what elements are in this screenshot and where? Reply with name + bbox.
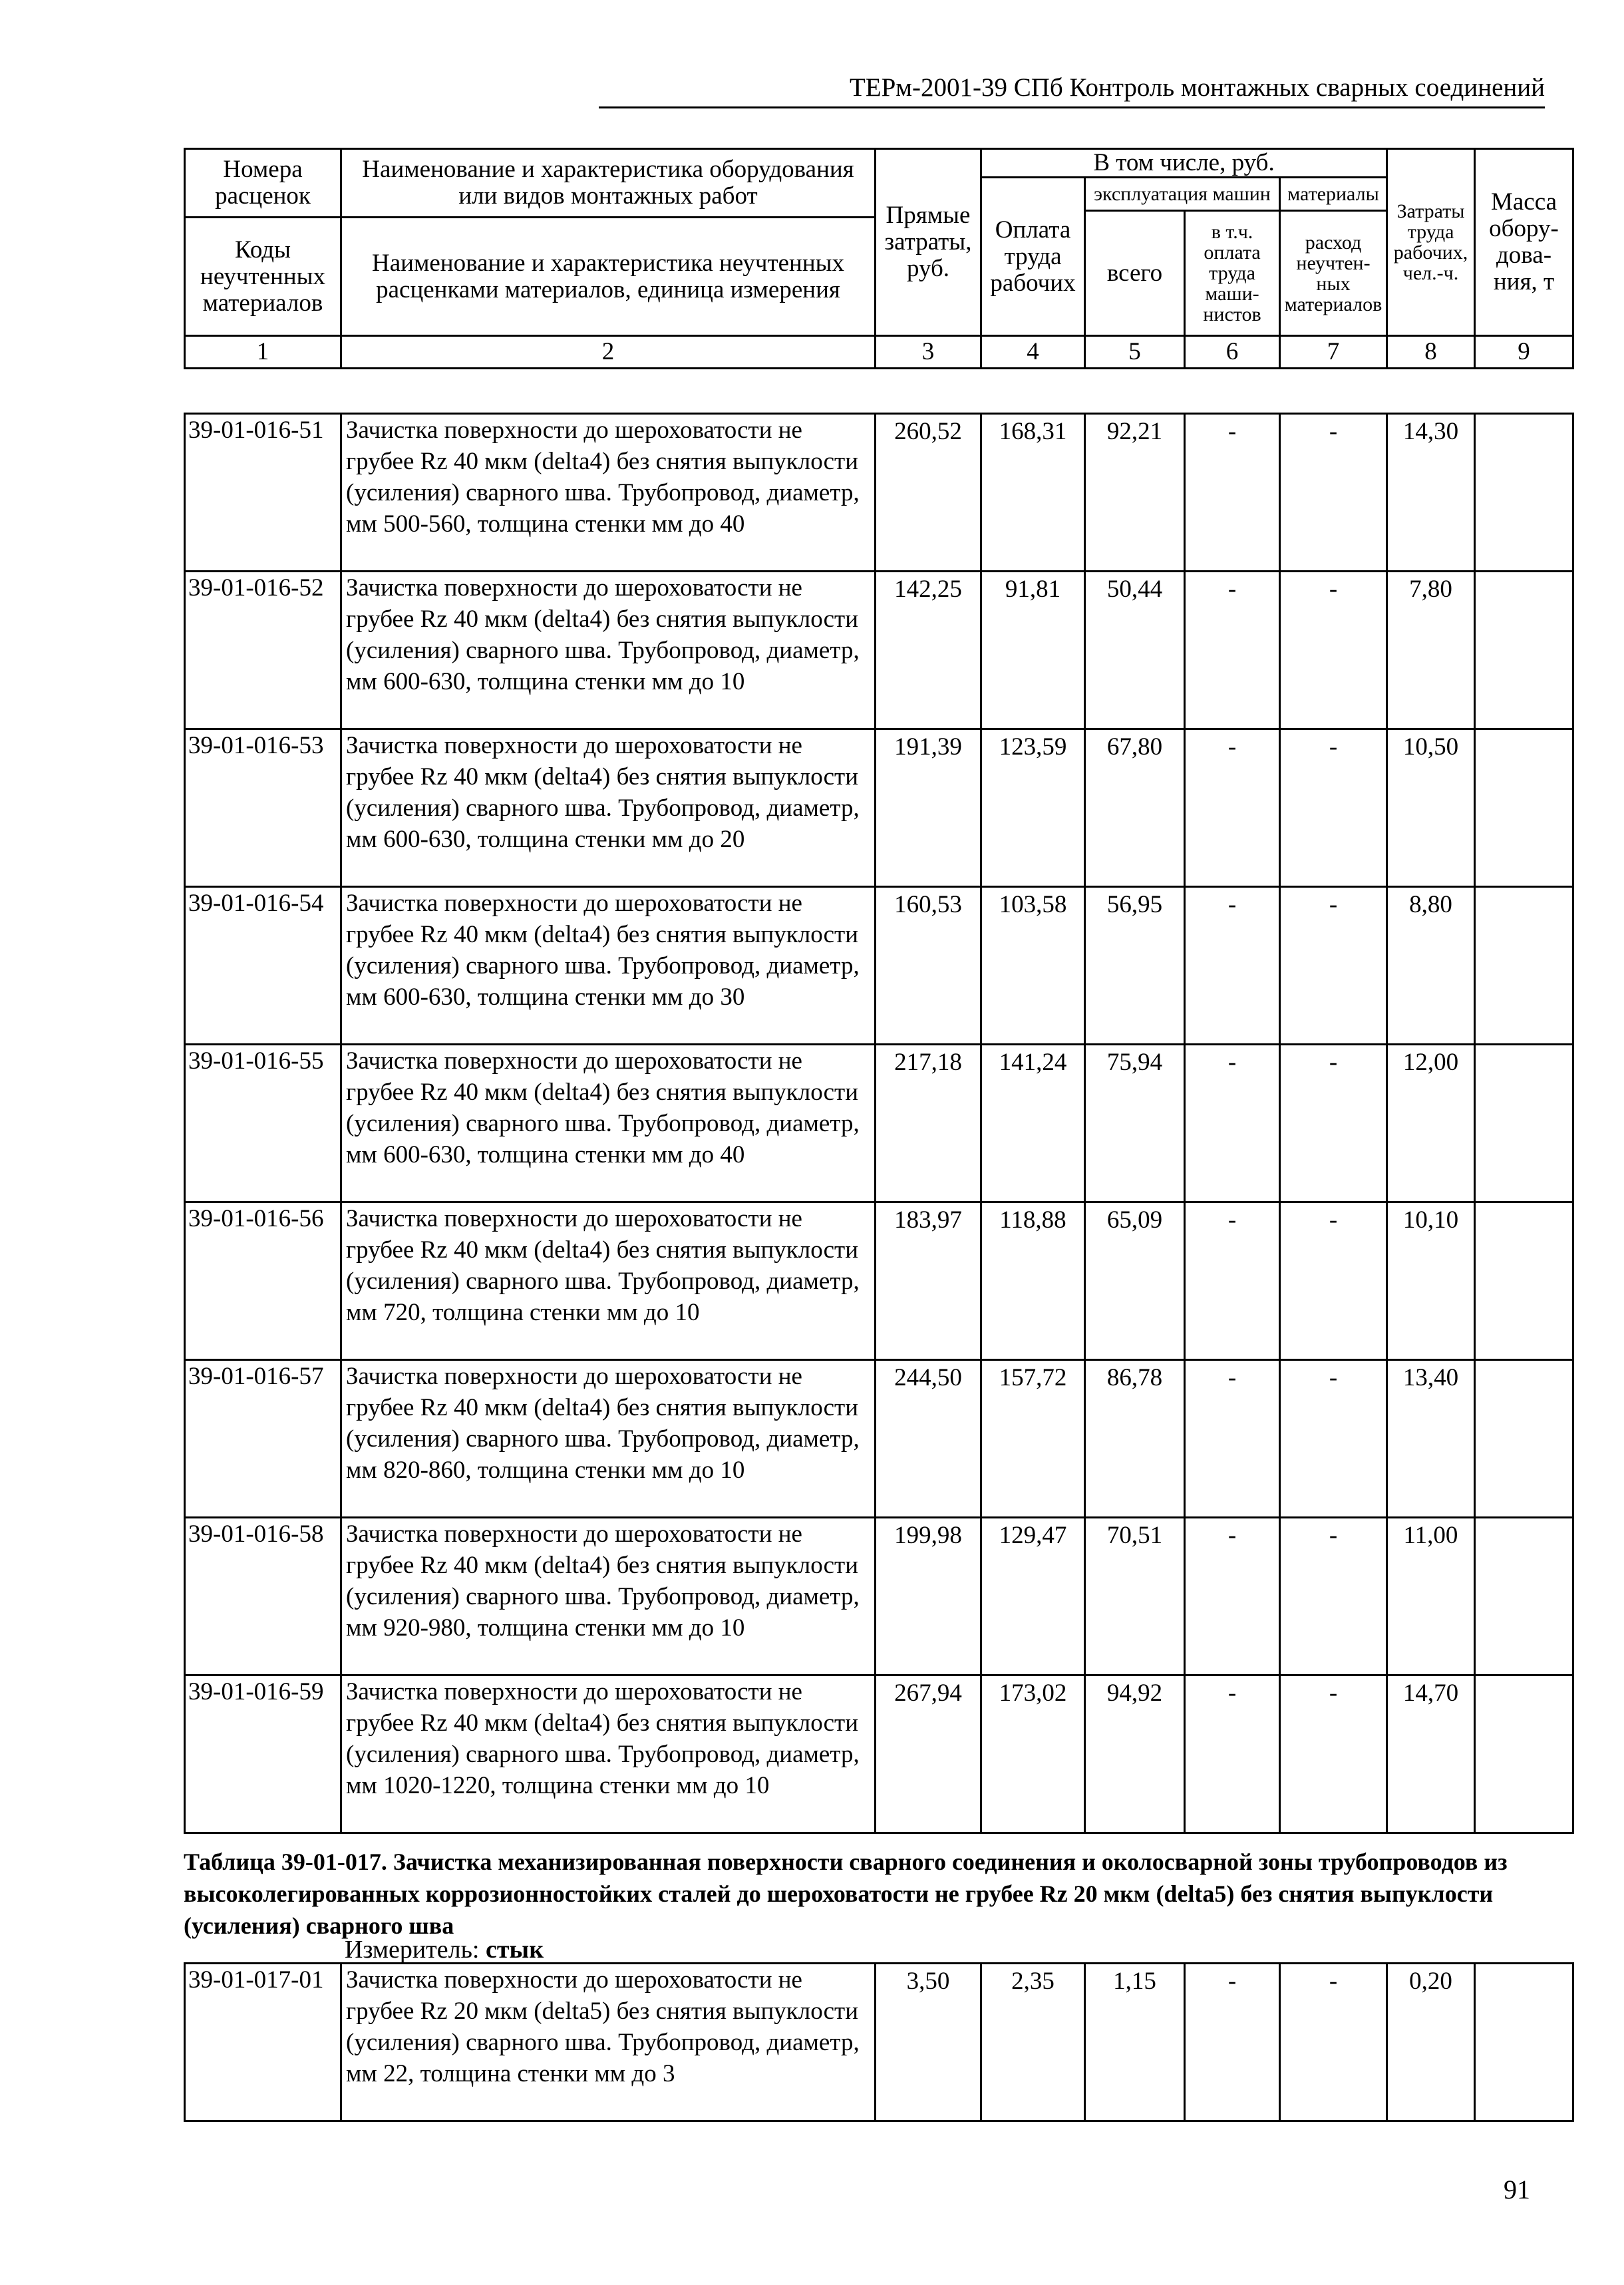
table-row [185,572,1573,729]
materials-usage-cell [1280,572,1387,729]
materials-usage-cell [1280,729,1387,887]
mass-cell-text [1476,731,1572,886]
rate-description [341,1360,876,1518]
labor-hours-cell-text: 12,00 [1402,1049,1459,1076]
running-head: ТЕРм-2001-39 СПб Контроль монтажных сварных соединений [599,72,1545,108]
header-number: 5 [1085,336,1185,369]
header-codes: Номера расценок [185,149,341,218]
rate-code [185,1518,341,1675]
rate-code-text: 39-01-016-58 [188,1520,324,1548]
table-caption-label: Таблица 39-01-017. [184,1848,387,1875]
mass-cell [1475,414,1573,572]
labor-pay-cell-text: 157,72 [999,1364,1067,1391]
machines-cost-cell [1085,1518,1185,1675]
mass-cell-text [1476,1966,1572,2120]
header-number: 1 [185,336,341,369]
table-row [185,1964,1573,2121]
machines-cost-cell-text: 70,51 [1106,1522,1163,1549]
rate-code [185,1360,341,1518]
direct-costs-cell [876,414,981,572]
direct-costs-cell [876,729,981,887]
mass-cell-text [1476,416,1572,570]
rate-code [185,729,341,887]
labor-pay-cell-text: 91,81 [1005,576,1061,603]
labor-pay-cell-text: 118,88 [999,1206,1066,1234]
direct-costs-cell [876,1518,981,1675]
table-row [185,1202,1573,1360]
materials-usage-cell-text: - [1329,418,1338,445]
mass-cell [1475,1675,1573,1833]
measure-label: Измеритель: [345,1936,480,1964]
machines-cost-cell-text: 94,92 [1106,1679,1163,1707]
materials-usage-cell-text: - [1329,1206,1338,1234]
labor-pay-cell [981,1675,1085,1833]
direct-costs-cell-text: 183,97 [894,1206,962,1234]
materials-usage-cell [1280,1964,1387,2121]
mass-cell [1475,1964,1573,2121]
machinists-pay-cell-text: - [1227,1049,1237,1076]
materials-usage-cell [1280,1675,1387,1833]
direct-costs-cell [876,1675,981,1833]
direct-costs-cell-text: 217,18 [894,1049,962,1076]
materials-usage-cell-text: - [1329,733,1338,761]
mass-cell-text [1476,1677,1572,1832]
machines-cost-cell-text: 92,21 [1106,418,1163,445]
labor-pay-cell [981,572,1085,729]
labor-hours-cell [1387,729,1475,887]
machines-cost-cell [1085,1964,1185,2121]
machinists-pay-cell-text: - [1227,1522,1237,1549]
machines-cost-cell [1085,1360,1185,1518]
rate-description-text: Зачистка поверхности до шероховатости не грубее Rz 40 мкм (delta4) без снятия выпуклости (усиления) сварного шва. Трубопровод, диаметр, мм 600-630, толщина стенки мм до 30 [346,890,860,1011]
materials-usage-cell-text: - [1329,1049,1338,1076]
mass-cell [1475,572,1573,729]
table-caption-text: Зачистка механизированная поверхности сварного соединения и околосварной зоны трубопроводов из высоколегированных коррозионностойких сталей до шероховатости не грубее Rz 20 мкм (delta5) без снятия выпуклости (усиления) сварного шва [184,1848,1508,1939]
table-row [185,1045,1573,1202]
machines-cost-cell [1085,1202,1185,1360]
mass-cell [1475,729,1573,887]
rate-code-text: 39-01-016-52 [188,574,324,602]
direct-costs-cell [876,1202,981,1360]
rate-description [341,1675,876,1833]
header-number: 4 [981,336,1085,369]
rate-description [341,1964,876,2121]
labor-pay-cell [981,1360,1085,1518]
machines-cost-cell-text: 67,80 [1106,733,1163,761]
table-row [185,1518,1573,1675]
materials-usage-cell [1280,887,1387,1045]
rate-code-text: 39-01-016-57 [188,1363,324,1390]
direct-costs-cell-text: 260,52 [894,418,962,445]
direct-costs-cell-text: 244,50 [894,1364,962,1391]
rate-code-text: 39-01-016-51 [188,417,324,444]
mass-cell [1475,1045,1573,1202]
labor-hours-cell-text: 14,70 [1402,1679,1459,1707]
rate-code-text: 39-01-017-01 [188,1966,324,1994]
machinists-pay-cell [1185,572,1280,729]
labor-hours-cell [1387,1675,1475,1833]
rate-code [185,1964,341,2121]
machinists-pay-cell [1185,1045,1280,1202]
header-number: 3 [876,336,981,369]
labor-pay-cell-text: 2,35 [1011,1968,1055,1995]
rate-description-text: Зачистка поверхности до шероховатости не грубее Rz 40 мкм (delta4) без снятия выпуклости (усиления) сварного шва. Трубопровод, диаметр, мм 600-630, толщина стенки мм до 20 [346,732,860,853]
labor-hours-cell [1387,1202,1475,1360]
labor-hours-cell-text: 14,30 [1402,418,1459,445]
header-number: 6 [1185,336,1280,369]
machinists-pay-cell-text: - [1227,733,1237,761]
materials-usage-cell [1280,1518,1387,1675]
machinists-pay-cell [1185,729,1280,887]
rates-table-2 [184,1962,1574,2122]
mass-cell-text [1476,1204,1572,1359]
rate-code [185,1045,341,1202]
mass-cell [1475,1202,1573,1360]
materials-usage-cell [1280,1202,1387,1360]
header-materials-usage: расход неучтен-ных материалов [1280,211,1387,336]
labor-hours-cell [1387,1518,1475,1675]
labor-pay-cell [981,887,1085,1045]
rate-description-text: Зачистка поверхности до шероховатости не грубее Rz 20 мкм (delta5) без снятия выпуклости (усиления) сварного шва. Трубопровод, диаметр, мм 22, толщина стенки мм до 3 [346,1966,860,2087]
measure-unit [345,1936,544,1964]
labor-pay-cell [981,1518,1085,1675]
materials-usage-cell-text: - [1329,1364,1338,1391]
labor-pay-cell [981,414,1085,572]
labor-hours-cell [1387,414,1475,572]
machines-cost-cell [1085,1045,1185,1202]
machines-cost-cell-text: 75,94 [1106,1049,1163,1076]
direct-costs-cell [876,572,981,729]
direct-costs-cell-text: 142,25 [894,576,962,603]
header-material-codes: Коды неучтенных материалов [185,218,341,336]
machinists-pay-cell-text: - [1227,1206,1237,1234]
header-material-name: Наименование и характеристика неучтенных расценками материалов, единица измерения [341,218,876,336]
rate-code-text: 39-01-016-56 [188,1205,324,1232]
labor-hours-cell [1387,572,1475,729]
rate-code [185,414,341,572]
rate-description-text: Зачистка поверхности до шероховатости не грубее Rz 40 мкм (delta4) без снятия выпуклости (усиления) сварного шва. Трубопровод, диаметр, мм 600-630, толщина стенки мм до 40 [346,1047,860,1168]
header-direct-costs: Прямые затраты, руб. [876,149,981,336]
rate-description-text: Зачистка поверхности до шероховатости не грубее Rz 40 мкм (delta4) без снятия выпуклости (усиления) сварного шва. Трубопровод, диаметр, мм 600-630, толщина стенки мм до 10 [346,574,860,695]
machinists-pay-cell [1185,1202,1280,1360]
rate-description-text: Зачистка поверхности до шероховатости не грубее Rz 40 мкм (delta4) без снятия выпуклости (усиления) сварного шва. Трубопровод, диаметр, мм 1020-1220, толщина стенки мм до 10 [346,1678,860,1799]
mass-cell [1475,1518,1573,1675]
materials-usage-cell-text: - [1329,576,1338,603]
machinists-pay-cell [1185,887,1280,1045]
header-number: 7 [1280,336,1387,369]
labor-hours-cell-text: 10,50 [1402,733,1459,761]
rate-description [341,414,876,572]
rate-description [341,729,876,887]
rate-code-text: 39-01-016-53 [188,732,324,759]
rate-code-text: 39-01-016-55 [188,1047,324,1075]
header-number: 9 [1475,336,1573,369]
table-row [185,1360,1573,1518]
labor-pay-cell-text: 103,58 [999,891,1067,918]
rates-table [184,413,1574,1834]
direct-costs-cell [876,887,981,1045]
rate-description-text: Зачистка поверхности до шероховатости не грубее Rz 40 мкм (delta4) без снятия выпуклости (усиления) сварного шва. Трубопровод, диаметр, мм 920-980, толщина стенки мм до 10 [346,1520,860,1642]
header-machines-group: эксплуатация машин [1085,178,1280,211]
machines-cost-cell-text: 56,95 [1106,891,1163,918]
table-row [185,887,1573,1045]
machines-cost-cell [1085,1675,1185,1833]
machines-cost-cell [1085,729,1185,887]
machinists-pay-cell [1185,1964,1280,2121]
labor-hours-cell-text: 13,40 [1402,1364,1459,1391]
machinists-pay-cell-text: - [1227,1364,1237,1391]
machines-cost-cell [1085,572,1185,729]
materials-usage-cell-text: - [1329,1522,1338,1549]
direct-costs-cell [876,1360,981,1518]
rate-description [341,1518,876,1675]
direct-costs-cell-text: 267,94 [894,1679,962,1707]
header-labor-hours: Затраты труда рабочих, чел.-ч. [1387,149,1475,336]
rate-description-text: Зачистка поверхности до шероховатости не грубее Rz 40 мкм (delta4) без снятия выпуклости (усиления) сварного шва. Трубопровод, диаметр, мм 820-860, толщина стенки мм до 10 [346,1363,860,1484]
labor-hours-cell [1387,1964,1475,2121]
materials-usage-cell [1280,414,1387,572]
rate-description [341,1202,876,1360]
table-row [185,414,1573,572]
materials-usage-cell-text: - [1329,1968,1338,1995]
labor-pay-cell [981,729,1085,887]
machinists-pay-cell [1185,414,1280,572]
labor-pay-cell-text: 129,47 [999,1522,1067,1549]
column-header-table [184,148,1574,369]
machinists-pay-cell-text: - [1227,576,1237,603]
labor-hours-cell-text: 7,80 [1409,576,1452,603]
materials-usage-cell-text: - [1329,891,1338,918]
table-caption [184,1846,1574,1942]
materials-usage-cell [1280,1360,1387,1518]
mass-cell-text [1476,574,1572,728]
rate-code [185,887,341,1045]
rate-description-text: Зачистка поверхности до шероховатости не грубее Rz 40 мкм (delta4) без снятия выпуклости (усиления) сварного шва. Трубопровод, диаметр, мм 500-560, толщина стенки мм до 40 [346,417,860,538]
labor-hours-cell [1387,1045,1475,1202]
machinists-pay-cell-text: - [1227,1679,1237,1707]
mass-cell-text [1476,1362,1572,1516]
labor-hours-cell [1387,887,1475,1045]
header-number: 8 [1387,336,1475,369]
machines-cost-cell [1085,887,1185,1045]
materials-usage-cell [1280,1045,1387,1202]
header-mass: Масса обору-дова-ния, т [1475,149,1573,336]
machinists-pay-cell-text: - [1227,1968,1237,1995]
rate-description [341,1045,876,1202]
header-machines-total: всего [1085,211,1185,336]
header-incl-group: В том числе, руб. [981,149,1387,178]
labor-hours-cell-text: 0,20 [1409,1968,1452,1995]
mass-cell-text [1476,1047,1572,1201]
direct-costs-cell-text: 3,50 [906,1968,950,1995]
mass-cell-text [1476,1520,1572,1674]
rate-code [185,1202,341,1360]
machines-cost-cell-text: 86,78 [1106,1364,1163,1391]
rate-code-text: 39-01-016-54 [188,890,324,917]
machinists-pay-cell [1185,1360,1280,1518]
machinists-pay-cell [1185,1675,1280,1833]
direct-costs-cell-text: 199,98 [894,1522,962,1549]
labor-pay-cell-text: 173,02 [999,1679,1067,1707]
header-labor-pay: Оплата труда рабочих [981,178,1085,336]
labor-pay-cell-text: 141,24 [999,1049,1067,1076]
header-materials-group: материалы [1280,178,1387,211]
rate-code [185,572,341,729]
machinists-pay-cell [1185,1518,1280,1675]
measure-value: стык [486,1936,544,1964]
machines-cost-cell [1085,414,1185,572]
table-row [185,1675,1573,1833]
mass-cell [1475,887,1573,1045]
machinists-pay-cell-text: - [1227,891,1237,918]
direct-costs-cell [876,1964,981,2121]
header-work-name: Наименование и характеристика оборудования или видов монтажных работ [341,149,876,218]
direct-costs-cell-text: 160,53 [894,891,962,918]
labor-pay-cell-text: 123,59 [999,733,1067,761]
materials-usage-cell-text: - [1329,1679,1338,1707]
mass-cell [1475,1360,1573,1518]
labor-pay-cell [981,1202,1085,1360]
rate-code [185,1675,341,1833]
labor-hours-cell-text: 11,00 [1403,1522,1458,1549]
header-machinists-pay: в т.ч. оплата труда маши-нистов [1185,211,1280,336]
labor-hours-cell-text: 8,80 [1409,891,1452,918]
labor-hours-cell-text: 10,10 [1402,1206,1459,1234]
machines-cost-cell-text: 65,09 [1106,1206,1163,1234]
mass-cell-text [1476,889,1572,1043]
rate-description [341,572,876,729]
machines-cost-cell-text: 50,44 [1106,576,1163,603]
rate-description-text: Зачистка поверхности до шероховатости не грубее Rz 40 мкм (delta4) без снятия выпуклости (усиления) сварного шва. Трубопровод, диаметр, мм 720, толщина стенки мм до 10 [346,1205,860,1326]
labor-hours-cell [1387,1360,1475,1518]
header-number: 2 [341,336,876,369]
direct-costs-cell-text: 191,39 [894,733,962,761]
direct-costs-cell [876,1045,981,1202]
labor-pay-cell [981,1045,1085,1202]
labor-pay-cell [981,1964,1085,2121]
table-row [185,729,1573,887]
machinists-pay-cell-text: - [1227,418,1237,445]
labor-pay-cell-text: 168,31 [999,418,1067,445]
rate-code-text: 39-01-016-59 [188,1678,324,1705]
rate-description [341,887,876,1045]
machines-cost-cell-text: 1,15 [1113,1968,1156,1995]
page-number: 91 [1504,2175,1530,2204]
